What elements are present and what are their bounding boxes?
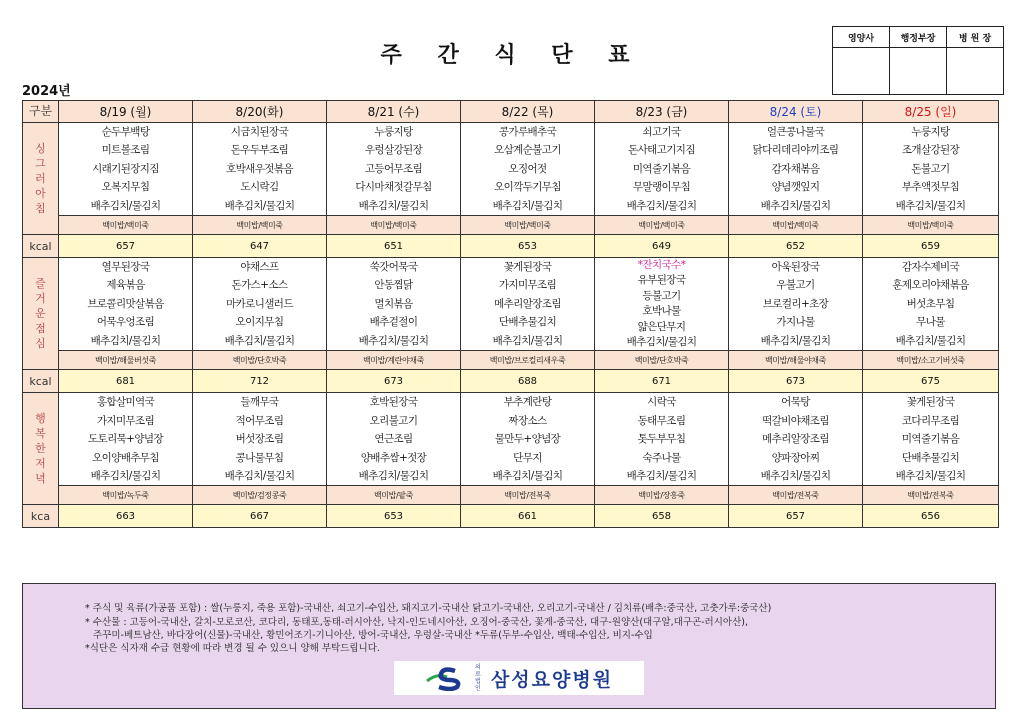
- dish-item: 짜장소스: [508, 414, 547, 427]
- dish-item: 얼큰콩나물국: [766, 126, 825, 138]
- signature-cell: [947, 48, 1004, 95]
- day-header-row: [23, 101, 999, 123]
- origin-note-seafood: * 수산물 : 고등어-국내산, 갈치-모로코산, 코다리, 동태포,동태-러시아산, 낙지-인도네시아산, 오징어-중국산, 꽃게-중국산, 대구-원양산(대구알,대구곤-러시아산),: [85, 617, 748, 628]
- dish-item: 누룽지탕: [374, 126, 413, 138]
- day-dishes-cell: [193, 123, 327, 216]
- dish-item: 가지나물: [776, 316, 815, 329]
- porridge-cell: 백미밥/백미죽: [863, 216, 999, 235]
- day-dishes-cell: [193, 393, 327, 486]
- porridge-cell: 백미밥/단호박죽: [595, 351, 729, 370]
- dish-item: 호박된장국: [369, 396, 418, 409]
- dish-item: 미역줄기볶음: [632, 162, 691, 175]
- dish-item: 마카로니샐러드: [226, 297, 293, 310]
- dish-item: 어묵탕: [781, 396, 810, 409]
- kcal-value: 681: [59, 370, 193, 393]
- dish-item: 배추김치/물김치: [358, 199, 429, 212]
- dish-item: 얇은단무지: [637, 320, 686, 333]
- menu-change-note: *식단은 식자재 수급 현황에 따라 변경 될 수 있으니 양해 부탁드립니다.: [85, 643, 380, 654]
- origin-note-staples: * 주식 및 육류(가공품 포함) : 쌀(누룽지, 죽용 포함)-국내산, 쇠고기-수입산, 돼지고기-국내산 닭고기-국내산, 오리고기-국내산 / 김치류(배추:중국산, 고춧가루:중국산): [85, 603, 772, 614]
- day-header: 8/19 (월): [59, 101, 193, 123]
- dish-item: 메추리알장조림: [762, 433, 829, 446]
- day-dishes-cell: [327, 123, 461, 216]
- porridge-cell: 백미밥/브로컬리새우죽: [461, 351, 595, 370]
- day-dishes-cell: [461, 258, 595, 351]
- dish-item: 브로콜리맛살볶음: [87, 297, 164, 310]
- dish-item: 꽃게된장국: [906, 396, 955, 409]
- dish-item: 코다리무조림: [901, 414, 960, 427]
- hospital-logo-icon: [425, 665, 469, 691]
- origin-note-seafood-cont: 주꾸미-베트남산, 바다장어(신물)-국내산, 황민어조기-기니아산, 방어-국내산, 우렁살-국내산 *두류(두부-수입산, 백태-수입산, 비지-수입: [93, 630, 653, 641]
- dish-item: 배추겉절이: [369, 316, 418, 329]
- kcal-value: 658: [595, 505, 729, 528]
- dish-item: 꽃게된장국: [503, 261, 552, 273]
- porridge-cell: 백미밥/녹두죽: [59, 486, 193, 505]
- dish-item: 누룽지탕: [911, 126, 950, 138]
- dish-item: 배추김치/물김치: [760, 334, 831, 347]
- signature-cell: [833, 48, 890, 95]
- dish-item: 안동찜닭: [374, 279, 413, 292]
- gubun-header: 구분: [23, 101, 59, 123]
- approval-director: 병 원 장: [947, 27, 1004, 48]
- day-dishes-cell: [595, 393, 729, 486]
- dish-item: 배추김치/물김치: [626, 335, 697, 348]
- hospital-name: 삼성요양병원: [490, 668, 614, 691]
- dish-item: 숙주나물: [642, 451, 681, 464]
- porridge-cell: 백미밥/전복죽: [729, 486, 863, 505]
- day-header: 8/21 (수): [327, 101, 461, 123]
- dish-item: 메추리알장조림: [494, 297, 561, 310]
- kcal-value: 657: [59, 235, 193, 258]
- kcal-value: 661: [461, 505, 595, 528]
- porridge-cell: 백미밥/백미죽: [595, 216, 729, 235]
- dish-item: 물만두+양념장: [494, 433, 561, 446]
- porridge-cell: 백미밥/전복죽: [461, 486, 595, 505]
- dish-item: 들깨무국: [240, 396, 279, 409]
- day-header: 8/25 (일): [863, 101, 999, 123]
- porridge-cell: 백미밥/소고기버섯죽: [863, 351, 999, 370]
- approval-dietitian: 영양사: [833, 27, 890, 48]
- page-title: 주 간 식 단 표: [380, 43, 644, 68]
- porridge-cell: 백미밥/해물야채죽: [729, 351, 863, 370]
- kcal-value: 653: [461, 235, 595, 258]
- dish-item: 오복지무침: [101, 181, 150, 194]
- day-dishes-cell: [59, 258, 193, 351]
- dish-item: 도토리묵+양념장: [88, 433, 163, 446]
- dish-item: 배추김치/물김치: [626, 199, 697, 212]
- dish-item: 쇠고기국: [642, 126, 681, 138]
- dish-item: 유부된장국: [637, 274, 686, 287]
- porridge-cell: 백미밥/검정콩죽: [193, 486, 327, 505]
- dish-item: 도시락김: [240, 181, 279, 194]
- dish-item: 호박나물: [642, 305, 681, 318]
- day-dishes-cell: [461, 393, 595, 486]
- porridge-row: [23, 486, 999, 505]
- dish-item: 콩가루배추국: [498, 126, 557, 138]
- day-dishes-cell: [729, 258, 863, 351]
- dish-item: 양파장아찌: [771, 451, 820, 464]
- day-dishes-cell: [327, 393, 461, 486]
- dish-item: 아욱된장국: [771, 261, 820, 273]
- porridge-cell: 백미밥/단호박죽: [193, 351, 327, 370]
- kcal-value: 656: [863, 505, 999, 528]
- dish-item: 버섯장조림: [235, 433, 284, 446]
- dish-item: 오이깍두기무침: [494, 181, 561, 194]
- kcal-value: 653: [327, 505, 461, 528]
- dish-item: 돈우두부조림: [230, 144, 289, 157]
- day-header: 8/22 (목): [461, 101, 595, 123]
- kcal-row: [23, 370, 999, 393]
- kcal-label: kca: [23, 505, 59, 528]
- porridge-cell: 백미밥/백미죽: [729, 216, 863, 235]
- dish-item: 무나물: [916, 316, 945, 329]
- dish-item: 가지미무조림: [96, 414, 155, 427]
- dish-item: 어묵우엉조림: [96, 316, 155, 329]
- day-dishes-cell: [59, 393, 193, 486]
- dish-item: 배추김치/물김치: [626, 469, 697, 482]
- dish-item: 순두부백탕: [101, 126, 150, 138]
- dish-item: 제육볶음: [106, 279, 145, 292]
- kcal-value: 647: [193, 235, 327, 258]
- dish-item: 동태무조림: [637, 414, 686, 427]
- dish-item: 호박새우젓볶음: [226, 162, 293, 175]
- day-dishes-cell: [595, 123, 729, 216]
- kcal-label: kcal: [23, 235, 59, 258]
- dish-item: 배추김치/물김치: [760, 199, 831, 212]
- dish-item: 버섯초무침: [906, 297, 955, 310]
- dish-item: 닭다리데리야끼조림: [752, 144, 839, 157]
- day-dishes-cell: [461, 123, 595, 216]
- dish-item: 양념깻잎지: [771, 181, 820, 194]
- porridge-cell: 백미밥/해물버섯죽: [59, 351, 193, 370]
- kcal-value: 667: [193, 505, 327, 528]
- dish-item: 배추김치/물김치: [895, 334, 966, 347]
- meal-name: 싱 그 러 아 침: [23, 123, 59, 235]
- dish-item: 연근조림: [374, 433, 413, 446]
- dish-item: 배추김치/물김치: [90, 199, 161, 212]
- dish-item: 미역줄기볶음: [901, 433, 960, 446]
- day-header: 8/23 (금): [595, 101, 729, 123]
- dish-item: 가지미무조림: [498, 279, 557, 292]
- dish-item: 배추김치/물김치: [895, 199, 966, 212]
- dish-item: 양배추쌈+젓장: [360, 451, 427, 464]
- hospital-logo: [394, 661, 644, 695]
- kcal-value: 652: [729, 235, 863, 258]
- year-label: 2024년: [22, 84, 71, 99]
- porridge-cell: 백미밥/계란야채죽: [327, 351, 461, 370]
- day-dishes-cell: [863, 258, 999, 351]
- dish-item: 시락국: [647, 396, 676, 409]
- dish-item: 콩나물무침: [235, 451, 284, 464]
- kcal-value: 673: [729, 370, 863, 393]
- kcal-value: 712: [193, 370, 327, 393]
- dish-item: 감자수제비국: [901, 261, 960, 273]
- dish-item: 적어무조림: [235, 414, 284, 427]
- kcal-value: 663: [59, 505, 193, 528]
- dish-item: 조개살강된장: [901, 144, 960, 157]
- dish-item: 배추김치/물김치: [224, 469, 295, 482]
- dish-item: 떡갈비야채조림: [762, 414, 829, 427]
- dish-item: 무말랭이무침: [632, 181, 691, 194]
- porridge-cell: 백미밥/전복죽: [863, 486, 999, 505]
- dish-item: 배추김치/물김치: [224, 199, 295, 212]
- dish-item: 배추김치/물김치: [895, 469, 966, 482]
- dish-item: 오징어젓: [508, 162, 547, 175]
- dish-item: 감자채볶음: [771, 162, 820, 175]
- dish-item: 배추김치/물김치: [492, 334, 563, 347]
- porridge-cell: 백미밥/백미죽: [327, 216, 461, 235]
- meal-row: [23, 258, 999, 351]
- day-dishes-cell: [193, 258, 327, 351]
- porridge-cell: 백미밥/백미죽: [461, 216, 595, 235]
- dish-item: 배추김치/물김치: [760, 469, 831, 482]
- day-dishes-cell: [729, 393, 863, 486]
- dish-item: *잔치국수*: [637, 259, 686, 271]
- dish-item: 멸치볶음: [374, 297, 413, 310]
- dish-item: 미트볼조림: [101, 144, 150, 157]
- kcal-row: [23, 235, 999, 258]
- dish-item: 부추액젓무침: [901, 181, 960, 194]
- meal-name: 즐 거 운 점 심: [23, 258, 59, 370]
- approval-admin-head: 행정부장: [890, 27, 947, 48]
- kcal-value: 671: [595, 370, 729, 393]
- kcal-value: 657: [729, 505, 863, 528]
- dish-item: 돈사태고기지짐: [628, 144, 695, 157]
- dish-item: 배추김치/물김치: [492, 199, 563, 212]
- day-dishes-cell: [863, 123, 999, 216]
- dish-item: 등불고기: [642, 289, 681, 302]
- dish-item: 오이양배추무침: [92, 451, 159, 464]
- day-dishes-cell: [59, 123, 193, 216]
- dish-item: 시래기된장지짐: [92, 162, 159, 175]
- dish-item: 다시마채젓갈무침: [355, 181, 432, 194]
- dish-item: 톳두부무침: [637, 433, 686, 446]
- dish-item: 배추김치/물김치: [492, 469, 563, 482]
- porridge-row: [23, 351, 999, 370]
- dish-item: 쑥갓어묵국: [369, 261, 418, 273]
- signature-cell: [890, 48, 947, 95]
- day-header: 8/20(화): [193, 101, 327, 123]
- day-dishes-cell: [729, 123, 863, 216]
- dish-item: 단무지: [513, 451, 542, 464]
- dish-item: 돈가스+소스: [231, 279, 288, 292]
- day-header: 8/24 (토): [729, 101, 863, 123]
- dish-item: 돈불고기: [911, 162, 950, 175]
- porridge-row: [23, 216, 999, 235]
- porridge-cell: 백미밥/백미죽: [59, 216, 193, 235]
- kcal-value: 688: [461, 370, 595, 393]
- meal-row: [23, 123, 999, 216]
- dish-item: 열무된장국: [101, 261, 150, 273]
- dish-item: 홍합살미역국: [96, 396, 155, 409]
- dish-item: 브로컬리+초장: [762, 297, 829, 310]
- dish-item: 배추김치/물김치: [358, 334, 429, 347]
- dish-item: 훈제오리야채볶음: [892, 279, 969, 292]
- dish-item: 우렁살강된장: [364, 144, 423, 157]
- day-dishes-cell: [863, 393, 999, 486]
- kcal-value: 649: [595, 235, 729, 258]
- kcal-row: [23, 505, 999, 528]
- day-dishes-cell: [595, 258, 729, 351]
- dish-item: 시금치된장국: [230, 126, 289, 138]
- dish-item: 배추김치/물김치: [90, 469, 161, 482]
- logo-small-text: 의료 법인: [474, 664, 481, 692]
- dish-item: 배추김치/물김치: [90, 334, 161, 347]
- kcal-value: 673: [327, 370, 461, 393]
- dish-item: 우불고기: [776, 279, 815, 292]
- meal-row: [23, 393, 999, 486]
- dish-item: 오이지무침: [235, 316, 284, 329]
- kcal-label: kcal: [23, 370, 59, 393]
- dish-item: 오리불고기: [369, 414, 418, 427]
- dish-item: 배추김치/물김치: [224, 334, 295, 347]
- weekly-menu-table: [22, 100, 999, 528]
- dish-item: 배추김치/물김치: [358, 469, 429, 482]
- dish-item: 오삼계순불고기: [494, 144, 561, 157]
- porridge-cell: 백미밥/백미죽: [193, 216, 327, 235]
- kcal-value: 651: [327, 235, 461, 258]
- approval-box: [832, 26, 1004, 95]
- day-dishes-cell: [327, 258, 461, 351]
- porridge-cell: 백미밥/장흥죽: [595, 486, 729, 505]
- kcal-value: 675: [863, 370, 999, 393]
- dish-item: 부추계란탕: [503, 396, 552, 409]
- dish-item: 단배추물김치: [498, 316, 557, 329]
- kcal-value: 659: [863, 235, 999, 258]
- porridge-cell: 백미밥/팥죽: [327, 486, 461, 505]
- dish-item: 야채스프: [240, 261, 279, 273]
- meal-name: 행 복 한 저 녁: [23, 393, 59, 505]
- dish-item: 단배추물김치: [901, 451, 960, 464]
- dish-item: 고등어무조림: [364, 162, 423, 175]
